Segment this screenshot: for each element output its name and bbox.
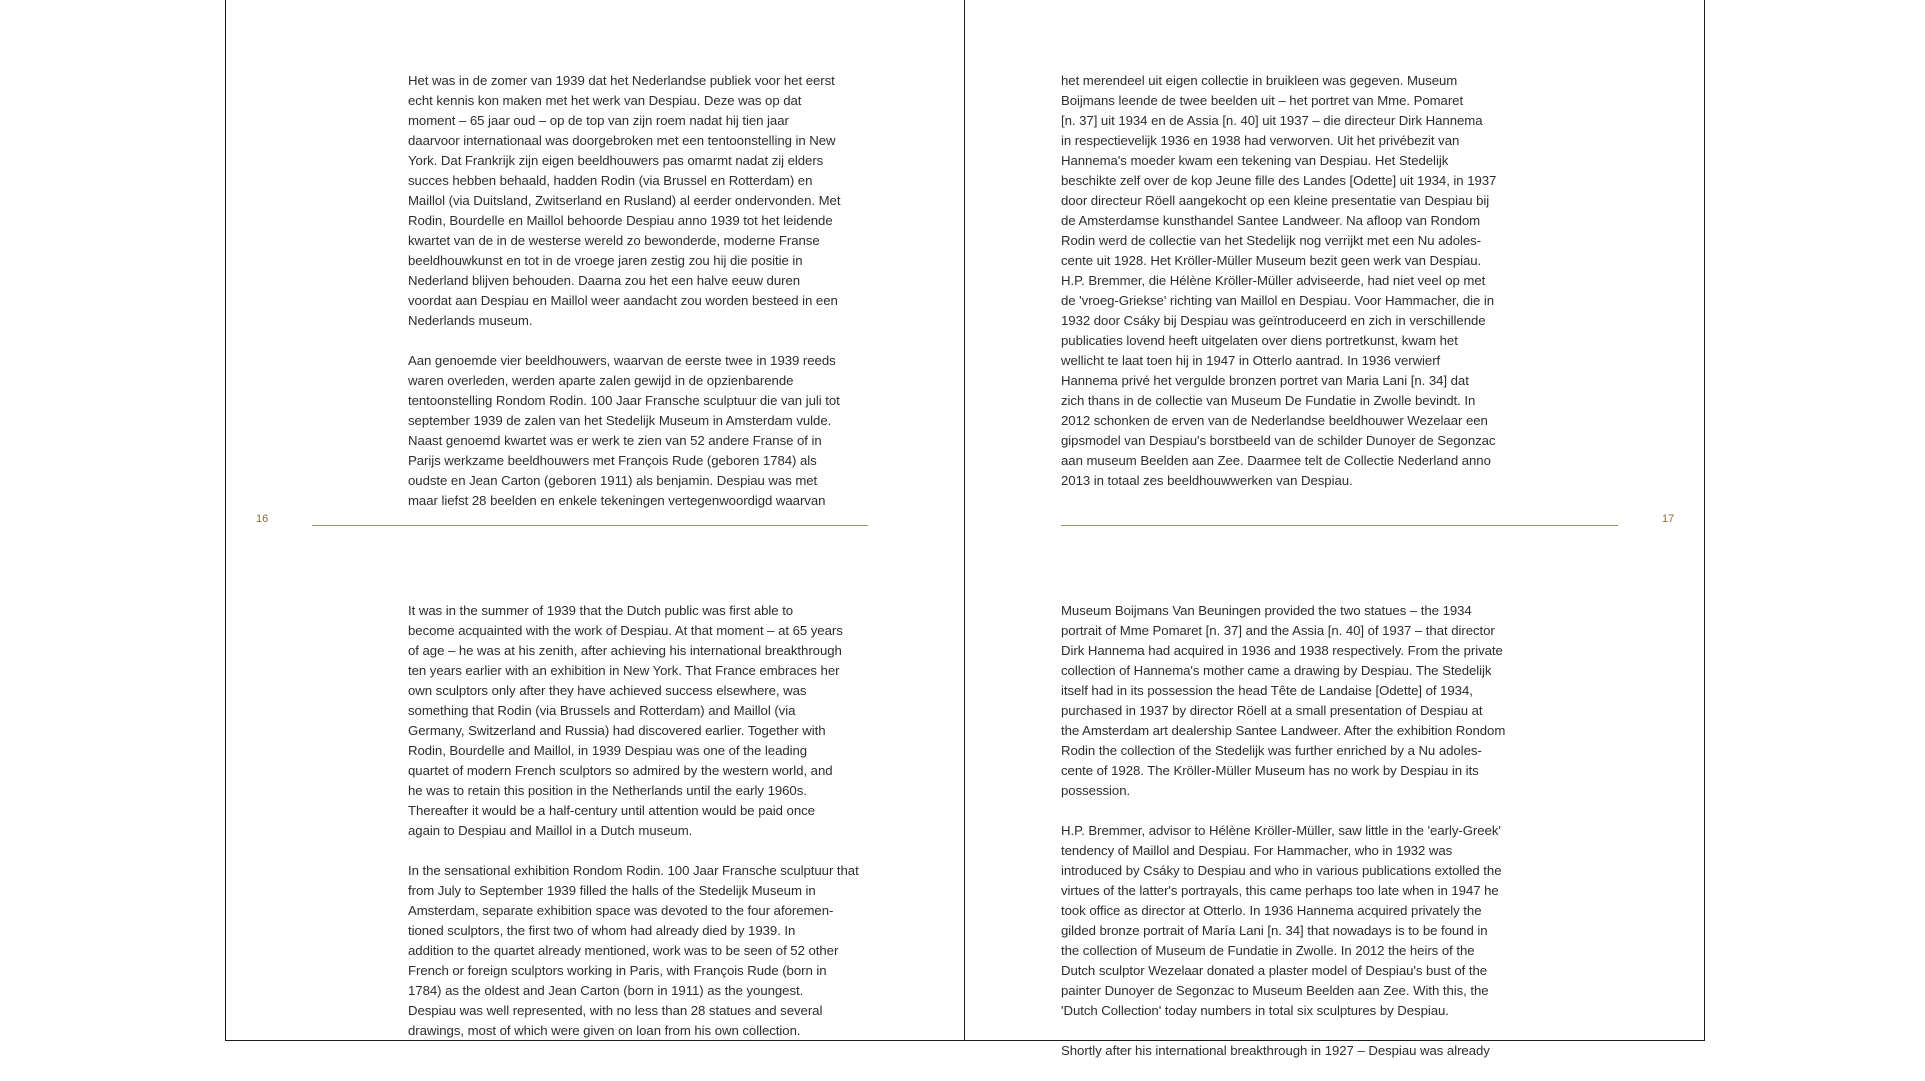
page-number-right: 17 <box>1662 513 1675 525</box>
paragraph: In the sensational exhibition Rondom Rodin. 100 Jaar Fransche sculptuur that from July to September 1939 filled the halls of the Stedelijk Museum in Amsterdam, separate exhibition space was devoted to the four aforemen- tioned sculptors, the first two of whom had already died by 1939. In addition to the quartet already mentioned, work was to be seen of 52 other French or foreign sculptors working in Paris, with François Rude (born in 1784) as the oldest and Jean Carton (born in 1911) as the youngest. Despiau was well represented, with no less than 28 statues and several drawings, most of which were given on loan from his own collection. <box>408 863 859 1038</box>
right-page-english-text <box>1061 581 1531 1081</box>
paragraph: Het was in de zomer van 1939 dat het Nederlandse publiek voor het eerst echt kennis kon maken met het werk van Despiau. Deze was op dat moment – 65 jaar oud – op de top van zijn roem nadat hij tien jaar daarvoor internationaal was doorgebroken met een tentoonstelling in New York. Dat Frankrijk zijn eigen beeldhouwers pas omarmt nadat zij elders succes hebben behaald, hadden Rodin (via Brussel en Rotterdam) en Maillol (via Duitsland, Zwitserland en Rusland) al eerder ondervonden. Met Rodin, Bourdelle en Maillol behoorde Despiau anno 1939 tot het leidende kwartet van de in de westerse wereld zo bewonderde, moderne Franse beeldhouwkunst en tot in de vroege jaren zestig zou hij die positie in Nederland blijven behouden. Daarna zou het een halve eeuw duren voordat aan Despiau en Maillol weer aandacht zou worden besteed in een Nederlands museum. <box>408 73 841 328</box>
paragraph: It was in the summer of 1939 that the Dutch public was first able to become acquainted with the work of Despiau. At that moment – at 65 years of age – he was at his zenith, after achieving his international breakthrough ten years earlier with an exhibition in New York. That France embraces her own sculptors only after they have achieved success elsewhere, was something that Rodin (via Brussels and Rotterdam) and Maillol (via Germany, Switzerland and Russia) had discovered earlier. Together with Rodin, Bourdelle and Maillol, in 1939 Despiau was one of the leading quartet of modern French sculptors so admired by the western world, and he was to retain this position in the Netherlands until the early 1960s. Thereafter it would be a half-century until attention would be paid once again to Despiau and Maillol in a Dutch museum. <box>408 603 843 838</box>
book-spine <box>964 0 965 1041</box>
paragraph: Shortly after his international breakthrough in 1927 – Despiau was already <box>1061 1043 1490 1058</box>
right-page-dutch-text <box>1061 51 1531 511</box>
paragraph: het merendeel uit eigen collectie in bruikleen was gegeven. Museum Boijmans leende de twee beelden uit – het portret van Mme. Pomaret [n. 37] uit 1934 en de Assia [n. 40] uit 1937 – die directeur Dirk Hannema in respectievelijk 1936 en 1938 had verworven. Uit het privébezit van Hannema's moeder kwam een tekening van Despiau. Het Stedelijk beschikte zelf over de kop Jeune fille des Landes [Odette] uit 1934, in 1937 door directeur Röell aangekocht op een kleine presentatie van Despiau bij de Amsterdamse kunsthandel Santee Landweer. Na afloop van Rondom Rodin werd de collectie van het Stedelijk nog verrijkt met een Nu adoles- cente uit 1928. Het Kröller-Müller Museum bezit geen werk van Despiau. H.P. Bremmer, die Hélène Kröller-Müller adviseerde, had niet veel op met de 'vroeg-Griekse' richting van Maillol en Despiau. Voor Hammacher, die in 1932 door Csáky bij Despiau was geïntroduceerd en zich in verschillende publicaties lovend heeft uitgelaten over diens portretkunst, kwam het wellicht te laat toen hij in 1947 in Otterlo aantrad. In 1936 verwierf Hannema privé het vergulde bronzen portret van Maria Lani [n. 34] dat zich thans in de collectie van Museum De Fundatie in Zwolle bevindt. In 2012 schonken de erven van de Nederlandse beeldhouwer Wezelaar een gipsmodel van Despiau's borstbeeld van de schilder Dunoyer de Segonzac aan museum Beelden aan Zee. Daarmee telt de Collectie Nederland anno 2013 in totaal zes beeldhouwwerken van Despiau. <box>1061 73 1497 488</box>
left-page-english-text <box>408 581 878 1061</box>
left-page-dutch-text <box>408 51 878 531</box>
paragraph: Aan genoemde vier beeldhouwers, waarvan de eerste twee in 1939 reeds waren overleden, werden aparte zalen gewijd in de opzienbarende tentoonstelling Rondom Rodin. 100 Jaar Fransche sculptuur die van juli tot september 1939 de zalen van het Stedelijk Museum in Amsterdam vulde. Naast genoemd kwartet was er werk te zien van 52 andere Franse of in Parijs werkzame beeldhouwers met François Rude (geboren 1784) als oudste en Jean Carton (geboren 1911) als benjamin. Despiau was met maar liefst 28 beelden en enkele tekeningen vertegenwoordigd waarvan <box>408 353 840 508</box>
divider-rule-left <box>312 525 868 526</box>
paragraph: H.P. Bremmer, advisor to Hélène Kröller-Müller, saw little in the 'early-Greek' tendency of Maillol and Despiau. For Hammacher, who in 1932 was introduced by Csáky to Despiau and who in various publications extolled the virtues of the latter's portrayals, this came perhaps too late when in 1947 he took office as director at Otterlo. In 1936 Hannema acquired privately the gilded bronze portrait of María Lani [n. 34] that nowadays is to be found in the collection of Museum de Fundatie in Zwolle. In 2012 the heirs of the Dutch sculptor Wezelaar donated a plaster model of Despiau's bust of the painter Dunoyer de Segonzac to Museum Beelden aan Zee. With this, the 'Dutch Collection' today numbers in total six sculptures by Despiau. <box>1061 823 1502 1018</box>
page-number-left: 16 <box>256 513 269 525</box>
paragraph: Museum Boijmans Van Beuningen provided the two statues – the 1934 portrait of Mme Pomaret [n. 37] and the Assia [n. 40] of 1937 – that director Dirk Hannema had acquired in 1936 and 1938 respectively. From the private collection of Hannema's mother came a drawing by Despiau. The Stedelijk itself had in its possession the head Tête de Landaise [Odette] of 1934, purchased in 1937 by director Röell at a small presentation of Despiau at the Amsterdam art dealership Santee Landweer. After the exhibition Rondom Rodin the collection of the Stedelijk was further enriched by a Nu adoles- cente of 1928. The Kröller-Müller Museum has no work by Despiau in its possession. <box>1061 603 1506 798</box>
divider-rule-right <box>1061 525 1618 526</box>
